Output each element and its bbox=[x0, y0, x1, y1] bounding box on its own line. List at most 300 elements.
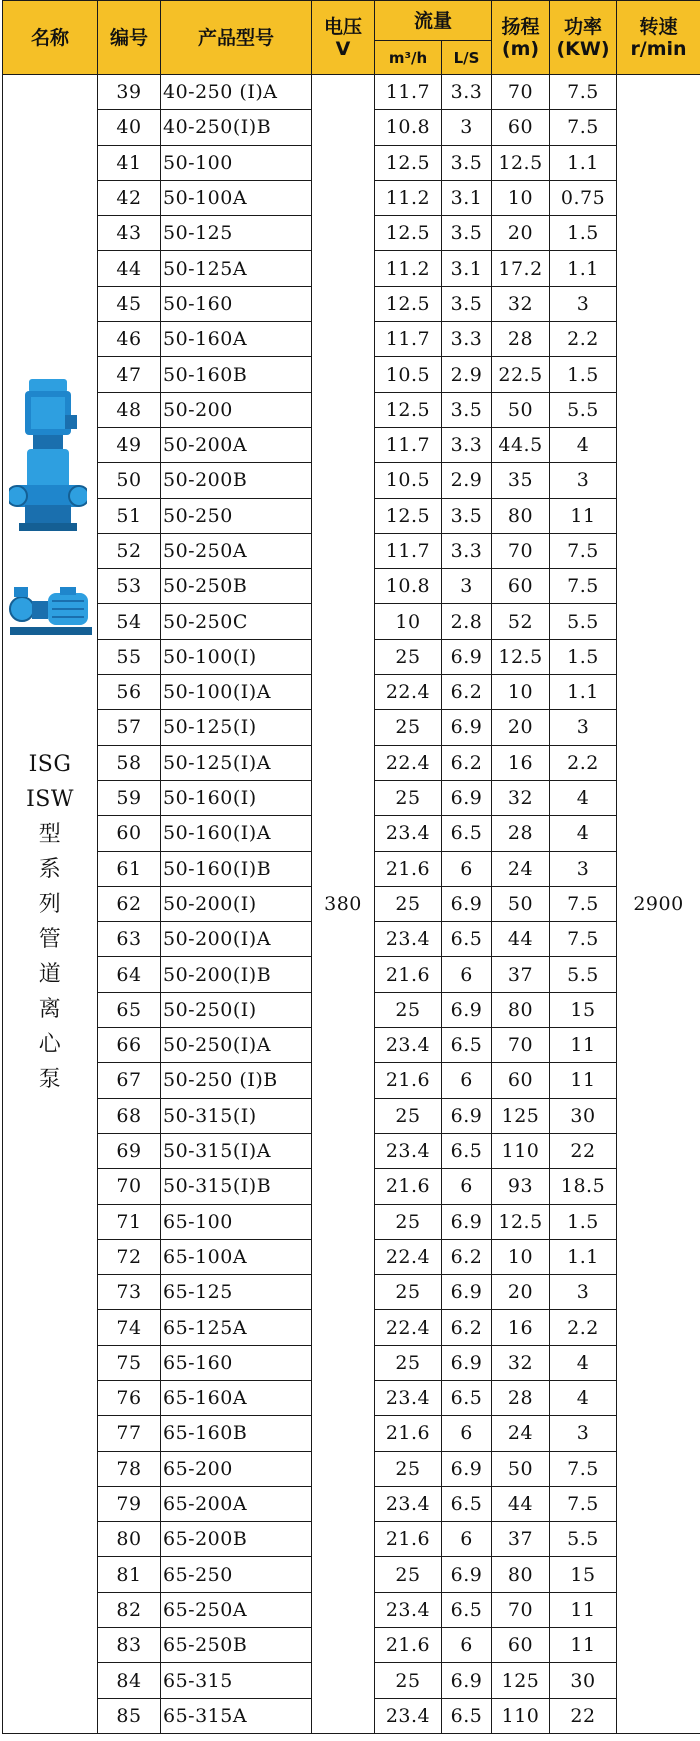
row-flow-ls: 3.3 bbox=[442, 75, 492, 110]
row-head: 50 bbox=[492, 392, 550, 427]
row-flow-ls: 3 bbox=[442, 569, 492, 604]
row-head: 32 bbox=[492, 286, 550, 321]
voltage-value: 380 bbox=[312, 75, 375, 1734]
row-power: 3 bbox=[550, 286, 617, 321]
row-flow-m3h: 25 bbox=[375, 1098, 442, 1133]
row-head: 28 bbox=[492, 322, 550, 357]
series-name-line: 泵 bbox=[38, 1067, 62, 1092]
vertical-pump-image bbox=[9, 375, 87, 535]
row-flow-m3h: 23.4 bbox=[375, 1592, 442, 1627]
row-power: 30 bbox=[550, 1098, 617, 1133]
row-head: 70 bbox=[492, 1592, 550, 1627]
row-power: 3 bbox=[550, 851, 617, 886]
row-model: 65-200A bbox=[161, 1486, 312, 1521]
row-power: 3 bbox=[550, 710, 617, 745]
row-model: 65-250 bbox=[161, 1557, 312, 1592]
row-flow-m3h: 22.4 bbox=[375, 745, 442, 780]
row-head: 110 bbox=[492, 1133, 550, 1168]
row-power: 15 bbox=[550, 992, 617, 1027]
row-head: 20 bbox=[492, 710, 550, 745]
row-number: 53 bbox=[98, 569, 161, 604]
row-power: 4 bbox=[550, 1380, 617, 1415]
row-power: 30 bbox=[550, 1663, 617, 1698]
row-head: 10 bbox=[492, 675, 550, 710]
row-power: 4 bbox=[550, 816, 617, 851]
row-number: 50 bbox=[98, 463, 161, 498]
row-flow-m3h: 12.5 bbox=[375, 498, 442, 533]
row-flow-m3h: 10.8 bbox=[375, 110, 442, 145]
row-flow-ls: 6.5 bbox=[442, 1133, 492, 1168]
row-head: 44 bbox=[492, 922, 550, 957]
row-model: 50-160(I)A bbox=[161, 816, 312, 851]
row-model: 65-125 bbox=[161, 1275, 312, 1310]
row-number: 63 bbox=[98, 922, 161, 957]
row-number: 62 bbox=[98, 886, 161, 921]
row-number: 39 bbox=[98, 75, 161, 110]
header-model: 产品型号 bbox=[161, 1, 312, 75]
row-power: 7.5 bbox=[550, 533, 617, 568]
row-power: 1.5 bbox=[550, 639, 617, 674]
row-head: 70 bbox=[492, 1028, 550, 1063]
row-flow-m3h: 23.4 bbox=[375, 1380, 442, 1415]
row-number: 52 bbox=[98, 533, 161, 568]
row-flow-ls: 6.2 bbox=[442, 745, 492, 780]
row-model: 50-200B bbox=[161, 463, 312, 498]
series-name-line: 列 bbox=[38, 892, 62, 917]
header-speed-label: 转速 bbox=[639, 15, 678, 38]
row-model: 50-315(I) bbox=[161, 1098, 312, 1133]
row-number: 48 bbox=[98, 392, 161, 427]
row-head: 50 bbox=[492, 1451, 550, 1486]
row-model: 40-250 (I)A bbox=[161, 75, 312, 110]
row-number: 75 bbox=[98, 1345, 161, 1380]
series-name-line: 型 bbox=[38, 822, 62, 847]
row-power: 22 bbox=[550, 1133, 617, 1168]
row-power: 11 bbox=[550, 1592, 617, 1627]
row-flow-m3h: 11.2 bbox=[375, 180, 442, 215]
row-flow-ls: 6.9 bbox=[442, 1275, 492, 1310]
row-flow-m3h: 11.7 bbox=[375, 75, 442, 110]
row-power: 7.5 bbox=[550, 1451, 617, 1486]
row-power: 4 bbox=[550, 1345, 617, 1380]
row-flow-ls: 3 bbox=[442, 110, 492, 145]
row-power: 11 bbox=[550, 1063, 617, 1098]
row-flow-ls: 6.9 bbox=[442, 992, 492, 1027]
row-flow-m3h: 23.4 bbox=[375, 1486, 442, 1521]
series-name-line: 管 bbox=[38, 927, 62, 952]
row-model: 50-200(I)A bbox=[161, 922, 312, 957]
row-model: 50-200(I) bbox=[161, 886, 312, 921]
row-number: 77 bbox=[98, 1416, 161, 1451]
row-number: 73 bbox=[98, 1275, 161, 1310]
row-flow-ls: 6.9 bbox=[442, 1451, 492, 1486]
row-model: 50-200 bbox=[161, 392, 312, 427]
row-head: 50 bbox=[492, 886, 550, 921]
row-flow-ls: 3.5 bbox=[442, 286, 492, 321]
row-head: 60 bbox=[492, 1063, 550, 1098]
row-model: 65-200 bbox=[161, 1451, 312, 1486]
row-flow-m3h: 21.6 bbox=[375, 851, 442, 886]
row-model: 50-250B bbox=[161, 569, 312, 604]
row-number: 58 bbox=[98, 745, 161, 780]
row-model: 50-315(I)B bbox=[161, 1169, 312, 1204]
row-power: 7.5 bbox=[550, 922, 617, 957]
row-number: 64 bbox=[98, 957, 161, 992]
row-power: 1.5 bbox=[550, 216, 617, 251]
row-flow-ls: 6.5 bbox=[442, 1486, 492, 1521]
row-model: 40-250(I)B bbox=[161, 110, 312, 145]
row-flow-m3h: 22.4 bbox=[375, 1310, 442, 1345]
row-model: 50-100(I) bbox=[161, 639, 312, 674]
row-model: 50-200A bbox=[161, 427, 312, 462]
row-power: 3 bbox=[550, 463, 617, 498]
pump-spec-table bbox=[2, 0, 700, 1734]
row-model: 50-160(I) bbox=[161, 780, 312, 815]
row-model: 65-160A bbox=[161, 1380, 312, 1415]
row-flow-ls: 6.9 bbox=[442, 1557, 492, 1592]
row-number: 43 bbox=[98, 216, 161, 251]
header-flow-ls: L/S bbox=[442, 41, 492, 75]
row-number: 42 bbox=[98, 180, 161, 215]
row-flow-ls: 6.9 bbox=[442, 1204, 492, 1239]
row-flow-ls: 6.9 bbox=[442, 1663, 492, 1698]
series-name-line: ISW bbox=[26, 787, 74, 812]
row-flow-m3h: 21.6 bbox=[375, 1063, 442, 1098]
row-head: 24 bbox=[492, 851, 550, 886]
row-model: 50-160B bbox=[161, 357, 312, 392]
row-flow-m3h: 21.6 bbox=[375, 1522, 442, 1557]
row-power: 3 bbox=[550, 1275, 617, 1310]
row-number: 70 bbox=[98, 1169, 161, 1204]
row-power: 11 bbox=[550, 1628, 617, 1663]
row-flow-ls: 3.1 bbox=[442, 251, 492, 286]
row-flow-ls: 6 bbox=[442, 1063, 492, 1098]
row-number: 51 bbox=[98, 498, 161, 533]
row-number: 83 bbox=[98, 1628, 161, 1663]
row-power: 1.1 bbox=[550, 675, 617, 710]
row-flow-m3h: 21.6 bbox=[375, 957, 442, 992]
row-model: 50-200(I)B bbox=[161, 957, 312, 992]
header-voltage-unit: V bbox=[335, 37, 351, 60]
row-head: 28 bbox=[492, 1380, 550, 1415]
row-flow-ls: 6 bbox=[442, 1169, 492, 1204]
row-flow-ls: 6 bbox=[442, 851, 492, 886]
row-model: 50-125 bbox=[161, 216, 312, 251]
row-model: 50-250 bbox=[161, 498, 312, 533]
row-model: 65-315A bbox=[161, 1698, 312, 1733]
row-head: 37 bbox=[492, 1522, 550, 1557]
row-head: 52 bbox=[492, 604, 550, 639]
row-power: 4 bbox=[550, 780, 617, 815]
row-flow-m3h: 22.4 bbox=[375, 1239, 442, 1274]
row-head: 16 bbox=[492, 1310, 550, 1345]
header-power-label: 功率 bbox=[564, 15, 603, 38]
row-power: 11 bbox=[550, 1028, 617, 1063]
header-voltage bbox=[312, 1, 375, 75]
row-power: 0.75 bbox=[550, 180, 617, 215]
row-head: 44 bbox=[492, 1486, 550, 1521]
row-flow-m3h: 12.5 bbox=[375, 392, 442, 427]
row-flow-ls: 3.3 bbox=[442, 533, 492, 568]
row-number: 59 bbox=[98, 780, 161, 815]
header-head-unit: (m) bbox=[501, 37, 540, 60]
row-power: 2.2 bbox=[550, 1310, 617, 1345]
row-flow-m3h: 10.5 bbox=[375, 357, 442, 392]
row-flow-ls: 6.5 bbox=[442, 1380, 492, 1415]
header-head bbox=[492, 1, 550, 75]
row-flow-ls: 2.9 bbox=[442, 463, 492, 498]
series-name-cell bbox=[3, 75, 98, 1734]
row-model: 50-100(I)A bbox=[161, 675, 312, 710]
row-flow-ls: 6.5 bbox=[442, 1028, 492, 1063]
series-name-line: 心 bbox=[38, 1032, 62, 1057]
row-power: 7.5 bbox=[550, 1486, 617, 1521]
row-model: 50-250(I) bbox=[161, 992, 312, 1027]
row-flow-ls: 6 bbox=[442, 1628, 492, 1663]
row-number: 74 bbox=[98, 1310, 161, 1345]
row-flow-m3h: 21.6 bbox=[375, 1416, 442, 1451]
row-flow-m3h: 11.7 bbox=[375, 322, 442, 357]
row-flow-ls: 6.5 bbox=[442, 922, 492, 957]
row-flow-m3h: 25 bbox=[375, 1275, 442, 1310]
row-flow-m3h: 12.5 bbox=[375, 216, 442, 251]
row-power: 1.5 bbox=[550, 1204, 617, 1239]
row-head: 125 bbox=[492, 1098, 550, 1133]
row-head: 37 bbox=[492, 957, 550, 992]
header-speed-unit: r/min bbox=[630, 37, 687, 60]
row-flow-ls: 6.9 bbox=[442, 710, 492, 745]
row-power: 1.5 bbox=[550, 357, 617, 392]
row-flow-m3h: 22.4 bbox=[375, 675, 442, 710]
row-model: 65-250A bbox=[161, 1592, 312, 1627]
row-model: 65-160B bbox=[161, 1416, 312, 1451]
row-flow-ls: 3.5 bbox=[442, 145, 492, 180]
row-head: 125 bbox=[492, 1663, 550, 1698]
row-model: 65-125A bbox=[161, 1310, 312, 1345]
header-flow-m3h: m³/h bbox=[375, 41, 442, 75]
row-number: 49 bbox=[98, 427, 161, 462]
row-flow-m3h: 25 bbox=[375, 1345, 442, 1380]
row-model: 50-160 bbox=[161, 286, 312, 321]
row-flow-ls: 6.9 bbox=[442, 886, 492, 921]
row-head: 22.5 bbox=[492, 357, 550, 392]
row-head: 10 bbox=[492, 1239, 550, 1274]
row-power: 7.5 bbox=[550, 75, 617, 110]
series-name-wrap bbox=[3, 75, 97, 1733]
row-flow-m3h: 23.4 bbox=[375, 922, 442, 957]
row-flow-ls: 6.2 bbox=[442, 675, 492, 710]
row-flow-ls: 3.5 bbox=[442, 216, 492, 251]
row-model: 50-100 bbox=[161, 145, 312, 180]
row-number: 44 bbox=[98, 251, 161, 286]
row-flow-m3h: 11.7 bbox=[375, 533, 442, 568]
row-flow-m3h: 23.4 bbox=[375, 816, 442, 851]
row-head: 20 bbox=[492, 1275, 550, 1310]
row-flow-m3h: 25 bbox=[375, 780, 442, 815]
header-speed bbox=[617, 1, 700, 75]
row-flow-m3h: 21.6 bbox=[375, 1169, 442, 1204]
row-head: 60 bbox=[492, 569, 550, 604]
header-voltage-label: 电压 bbox=[323, 15, 362, 38]
series-name-line: 系 bbox=[38, 857, 62, 882]
row-flow-m3h: 25 bbox=[375, 1663, 442, 1698]
row-flow-ls: 6.2 bbox=[442, 1239, 492, 1274]
row-flow-ls: 6.5 bbox=[442, 1592, 492, 1627]
row-flow-ls: 6 bbox=[442, 1522, 492, 1557]
row-number: 55 bbox=[98, 639, 161, 674]
row-head: 60 bbox=[492, 1628, 550, 1663]
row-flow-ls: 6.2 bbox=[442, 1310, 492, 1345]
row-number: 84 bbox=[98, 1663, 161, 1698]
row-number: 69 bbox=[98, 1133, 161, 1168]
row-model: 50-250 (I)B bbox=[161, 1063, 312, 1098]
row-head: 80 bbox=[492, 992, 550, 1027]
row-head: 24 bbox=[492, 1416, 550, 1451]
row-flow-m3h: 11.7 bbox=[375, 427, 442, 462]
row-number: 72 bbox=[98, 1239, 161, 1274]
header-flow: 流量 bbox=[375, 1, 492, 41]
row-power: 15 bbox=[550, 1557, 617, 1592]
row-flow-ls: 3.3 bbox=[442, 427, 492, 462]
row-head: 20 bbox=[492, 216, 550, 251]
row-flow-m3h: 23.4 bbox=[375, 1133, 442, 1168]
row-head: 80 bbox=[492, 498, 550, 533]
row-model: 65-100 bbox=[161, 1204, 312, 1239]
row-head: 32 bbox=[492, 1345, 550, 1380]
row-power: 5.5 bbox=[550, 957, 617, 992]
row-head: 17.2 bbox=[492, 251, 550, 286]
row-head: 16 bbox=[492, 745, 550, 780]
row-power: 4 bbox=[550, 427, 617, 462]
row-number: 76 bbox=[98, 1380, 161, 1415]
row-model: 65-200B bbox=[161, 1522, 312, 1557]
series-name-line: 道 bbox=[38, 962, 62, 987]
row-flow-m3h: 10.5 bbox=[375, 463, 442, 498]
header-number: 编号 bbox=[98, 1, 161, 75]
row-flow-ls: 2.9 bbox=[442, 357, 492, 392]
row-model: 65-315 bbox=[161, 1663, 312, 1698]
row-power: 11 bbox=[550, 498, 617, 533]
row-number: 67 bbox=[98, 1063, 161, 1098]
row-head: 12.5 bbox=[492, 639, 550, 674]
row-power: 22 bbox=[550, 1698, 617, 1733]
row-head: 35 bbox=[492, 463, 550, 498]
row-head: 70 bbox=[492, 533, 550, 568]
row-flow-ls: 3.5 bbox=[442, 392, 492, 427]
row-flow-ls: 3.3 bbox=[442, 322, 492, 357]
row-power: 7.5 bbox=[550, 569, 617, 604]
row-flow-ls: 6 bbox=[442, 957, 492, 992]
row-number: 54 bbox=[98, 604, 161, 639]
row-power: 5.5 bbox=[550, 604, 617, 639]
row-model: 50-125A bbox=[161, 251, 312, 286]
row-number: 80 bbox=[98, 1522, 161, 1557]
row-model: 50-315(I)A bbox=[161, 1133, 312, 1168]
row-power: 1.1 bbox=[550, 145, 617, 180]
row-power: 18.5 bbox=[550, 1169, 617, 1204]
row-number: 81 bbox=[98, 1557, 161, 1592]
row-head: 44.5 bbox=[492, 427, 550, 462]
row-flow-m3h: 12.5 bbox=[375, 145, 442, 180]
horizontal-pump-image bbox=[8, 583, 94, 639]
row-model: 50-100A bbox=[161, 180, 312, 215]
row-flow-m3h: 10.8 bbox=[375, 569, 442, 604]
speed-value: 2900 bbox=[617, 75, 700, 1734]
row-power: 3 bbox=[550, 1416, 617, 1451]
row-number: 60 bbox=[98, 816, 161, 851]
row-head: 12.5 bbox=[492, 1204, 550, 1239]
row-number: 71 bbox=[98, 1204, 161, 1239]
row-flow-m3h: 12.5 bbox=[375, 286, 442, 321]
row-flow-m3h: 25 bbox=[375, 992, 442, 1027]
table-header bbox=[3, 1, 700, 75]
row-number: 47 bbox=[98, 357, 161, 392]
row-flow-ls: 6.9 bbox=[442, 1345, 492, 1380]
row-number: 41 bbox=[98, 145, 161, 180]
row-number: 66 bbox=[98, 1028, 161, 1063]
row-number: 78 bbox=[98, 1451, 161, 1486]
row-flow-ls: 6 bbox=[442, 1416, 492, 1451]
row-model: 50-125(I)A bbox=[161, 745, 312, 780]
row-flow-m3h: 23.4 bbox=[375, 1698, 442, 1733]
row-power: 5.5 bbox=[550, 392, 617, 427]
header-head-label: 扬程 bbox=[501, 15, 540, 38]
row-head: 60 bbox=[492, 110, 550, 145]
row-number: 46 bbox=[98, 322, 161, 357]
row-number: 56 bbox=[98, 675, 161, 710]
row-power: 5.5 bbox=[550, 1522, 617, 1557]
row-number: 61 bbox=[98, 851, 161, 886]
series-name-text bbox=[3, 747, 97, 1097]
row-model: 50-250(I)A bbox=[161, 1028, 312, 1063]
series-name-line: 离 bbox=[38, 997, 62, 1022]
row-head: 110 bbox=[492, 1698, 550, 1733]
row-head: 32 bbox=[492, 780, 550, 815]
table-row bbox=[3, 75, 700, 110]
row-number: 65 bbox=[98, 992, 161, 1027]
row-head: 80 bbox=[492, 1557, 550, 1592]
row-flow-ls: 6.9 bbox=[442, 1098, 492, 1133]
row-head: 70 bbox=[492, 75, 550, 110]
row-number: 82 bbox=[98, 1592, 161, 1627]
row-flow-m3h: 23.4 bbox=[375, 1028, 442, 1063]
table-body bbox=[3, 75, 700, 1734]
header-name: 名称 bbox=[3, 1, 98, 75]
row-model: 50-160A bbox=[161, 322, 312, 357]
row-flow-ls: 6.9 bbox=[442, 780, 492, 815]
row-head: 93 bbox=[492, 1169, 550, 1204]
header-power-unit: (KW) bbox=[556, 37, 610, 60]
row-flow-ls: 6.5 bbox=[442, 816, 492, 851]
row-number: 85 bbox=[98, 1698, 161, 1733]
row-model: 65-100A bbox=[161, 1239, 312, 1274]
row-model: 65-250B bbox=[161, 1628, 312, 1663]
row-number: 45 bbox=[98, 286, 161, 321]
row-power: 7.5 bbox=[550, 886, 617, 921]
series-name-line: ISG bbox=[28, 752, 72, 777]
row-flow-ls: 6.5 bbox=[442, 1698, 492, 1733]
row-head: 12.5 bbox=[492, 145, 550, 180]
row-flow-m3h: 21.6 bbox=[375, 1628, 442, 1663]
row-number: 68 bbox=[98, 1098, 161, 1133]
row-number: 40 bbox=[98, 110, 161, 145]
row-model: 50-250A bbox=[161, 533, 312, 568]
row-model: 50-125(I) bbox=[161, 710, 312, 745]
row-number: 79 bbox=[98, 1486, 161, 1521]
row-flow-m3h: 10 bbox=[375, 604, 442, 639]
row-flow-m3h: 25 bbox=[375, 710, 442, 745]
row-number: 57 bbox=[98, 710, 161, 745]
